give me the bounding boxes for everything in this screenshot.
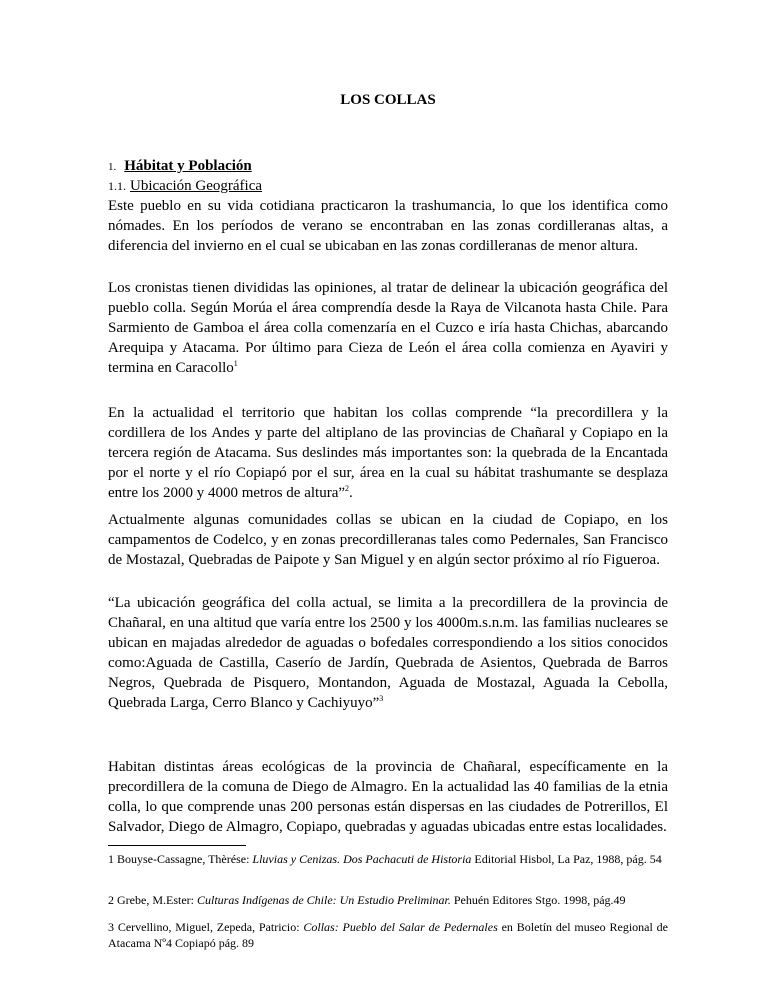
paragraph-6: Habitan distintas áreas ecológicas de la provincia de Chañaral, específicamente en la precordillera de la comuna de Diego de Almagro. En la actualidad las 40 familias de la etnia colla, lo que comprende unas 200 personas están dispersas en las ciudades de Potrerillos, El Salvador, Diego de Almagro, Copiapo, quebradas y aguadas ubicadas entre estas localidades. xyxy=(108,759,668,835)
section-title: Hábitat y Población xyxy=(124,158,252,174)
subsection-title: Ubicación Geográfica xyxy=(130,178,263,194)
paragraph-4: Actualmente algunas comunidades collas se ubican en la ciudad de Copiapo, en los campamentos de Codelco, y en zonas precordilleranas tales como Pedernales, San Francisco de Mostazal, Quebradas de Paipote y San Miguel y en algún sector próximo al río Figueroa. xyxy=(108,512,668,568)
paragraph-1: Este pueblo en su vida cotidiana practicaron la trashumancia, lo que los identifica como nómades. En los períodos de verano se encontraban en las zonas cordilleranas altas, a diferencia del invierno en el cual se ubicaban en las zonas cordilleranas de menor altura. xyxy=(108,198,668,254)
page-title: LOS COLLAS xyxy=(340,92,436,108)
footnote-ref-3[interactable]: 3 xyxy=(379,694,384,703)
subsection-heading xyxy=(108,176,262,196)
section-heading xyxy=(108,156,252,177)
footnote-2: 2 Grebe, M.Ester: Culturas Indígenas de Chile: Un Estudio Preliminar. Pehuén Editores Stgo. 1998, pág.49 xyxy=(108,893,626,907)
footnote-1: 1 Bouyse-Cassagne, Thèrése: Lluvias y Cenizas. Dos Pachacuti de Historia Editorial Hisbol, La Paz, 1988, pág. 54 xyxy=(108,852,662,866)
subsection-number: 1.1. xyxy=(108,179,126,193)
paragraph-2: Los cronistas tienen divididas las opiniones, al tratar de delinear la ubicación geográfica del pueblo colla. Según Morúa el área comprendía desde la Raya de Vilcanota hasta Chile. Para Sarmiento de Gamboa el área colla comenzaría en el Cuzco e iría hasta Chichas, abarcando Arequipa y Atacama. Por último para Cieza de León el área colla comienza en Ayaviri y termina en Caracollo$^1$ xyxy=(108,280,668,376)
paragraph-3: En la actualidad el territorio que habitan los collas comprende “la precordillera y la cordillera de los Andes y parte del altiplano de las provincias de Chañaral y Copiapo en la tercera región de Atacama. Sus deslindes más importantes son: la quebrada de la Encantada por el norte y el río Copiapó por el sur, área en la cual su hábitat trashumante se desplaza entre los 2000 y 4000 metros de altura”$^2$. xyxy=(108,405,668,501)
footnote-ref-1[interactable]: 1 xyxy=(233,359,238,368)
footnote-separator xyxy=(108,845,246,846)
footnote-ref-2[interactable]: 2 xyxy=(345,484,350,493)
footnote-3: 3 Cervellino, Miguel, Zepeda, Patricio: Collas: Pueblo del Salar de Pedernales en Boletín del museo Regional de Atacama Nº4 Copiapó pág. 89 xyxy=(108,920,668,950)
section-number: 1. xyxy=(108,161,117,173)
paragraph-5: “La ubicación geográfica del colla actual, se limita a la precordillera de la provincia de Chañaral, en una altitud que varía entre los 2500 y los 4000m.s.n.m. las familias nucleares se ubican en majadas alrededor de aguadas o bofedales correspondiendo a los sitios conocidos como:Aguada de Castilla, Caserío de Jardín, Quebrada de Asientos, Quebrada de Barros Negros, Quebrada de Pisquero, Montandon, Aguada de Mostazal, Aguada la Cebolla, Quebrada Larga, Cerro Blanco y Cachiyuyo”$^3$ xyxy=(108,595,668,711)
